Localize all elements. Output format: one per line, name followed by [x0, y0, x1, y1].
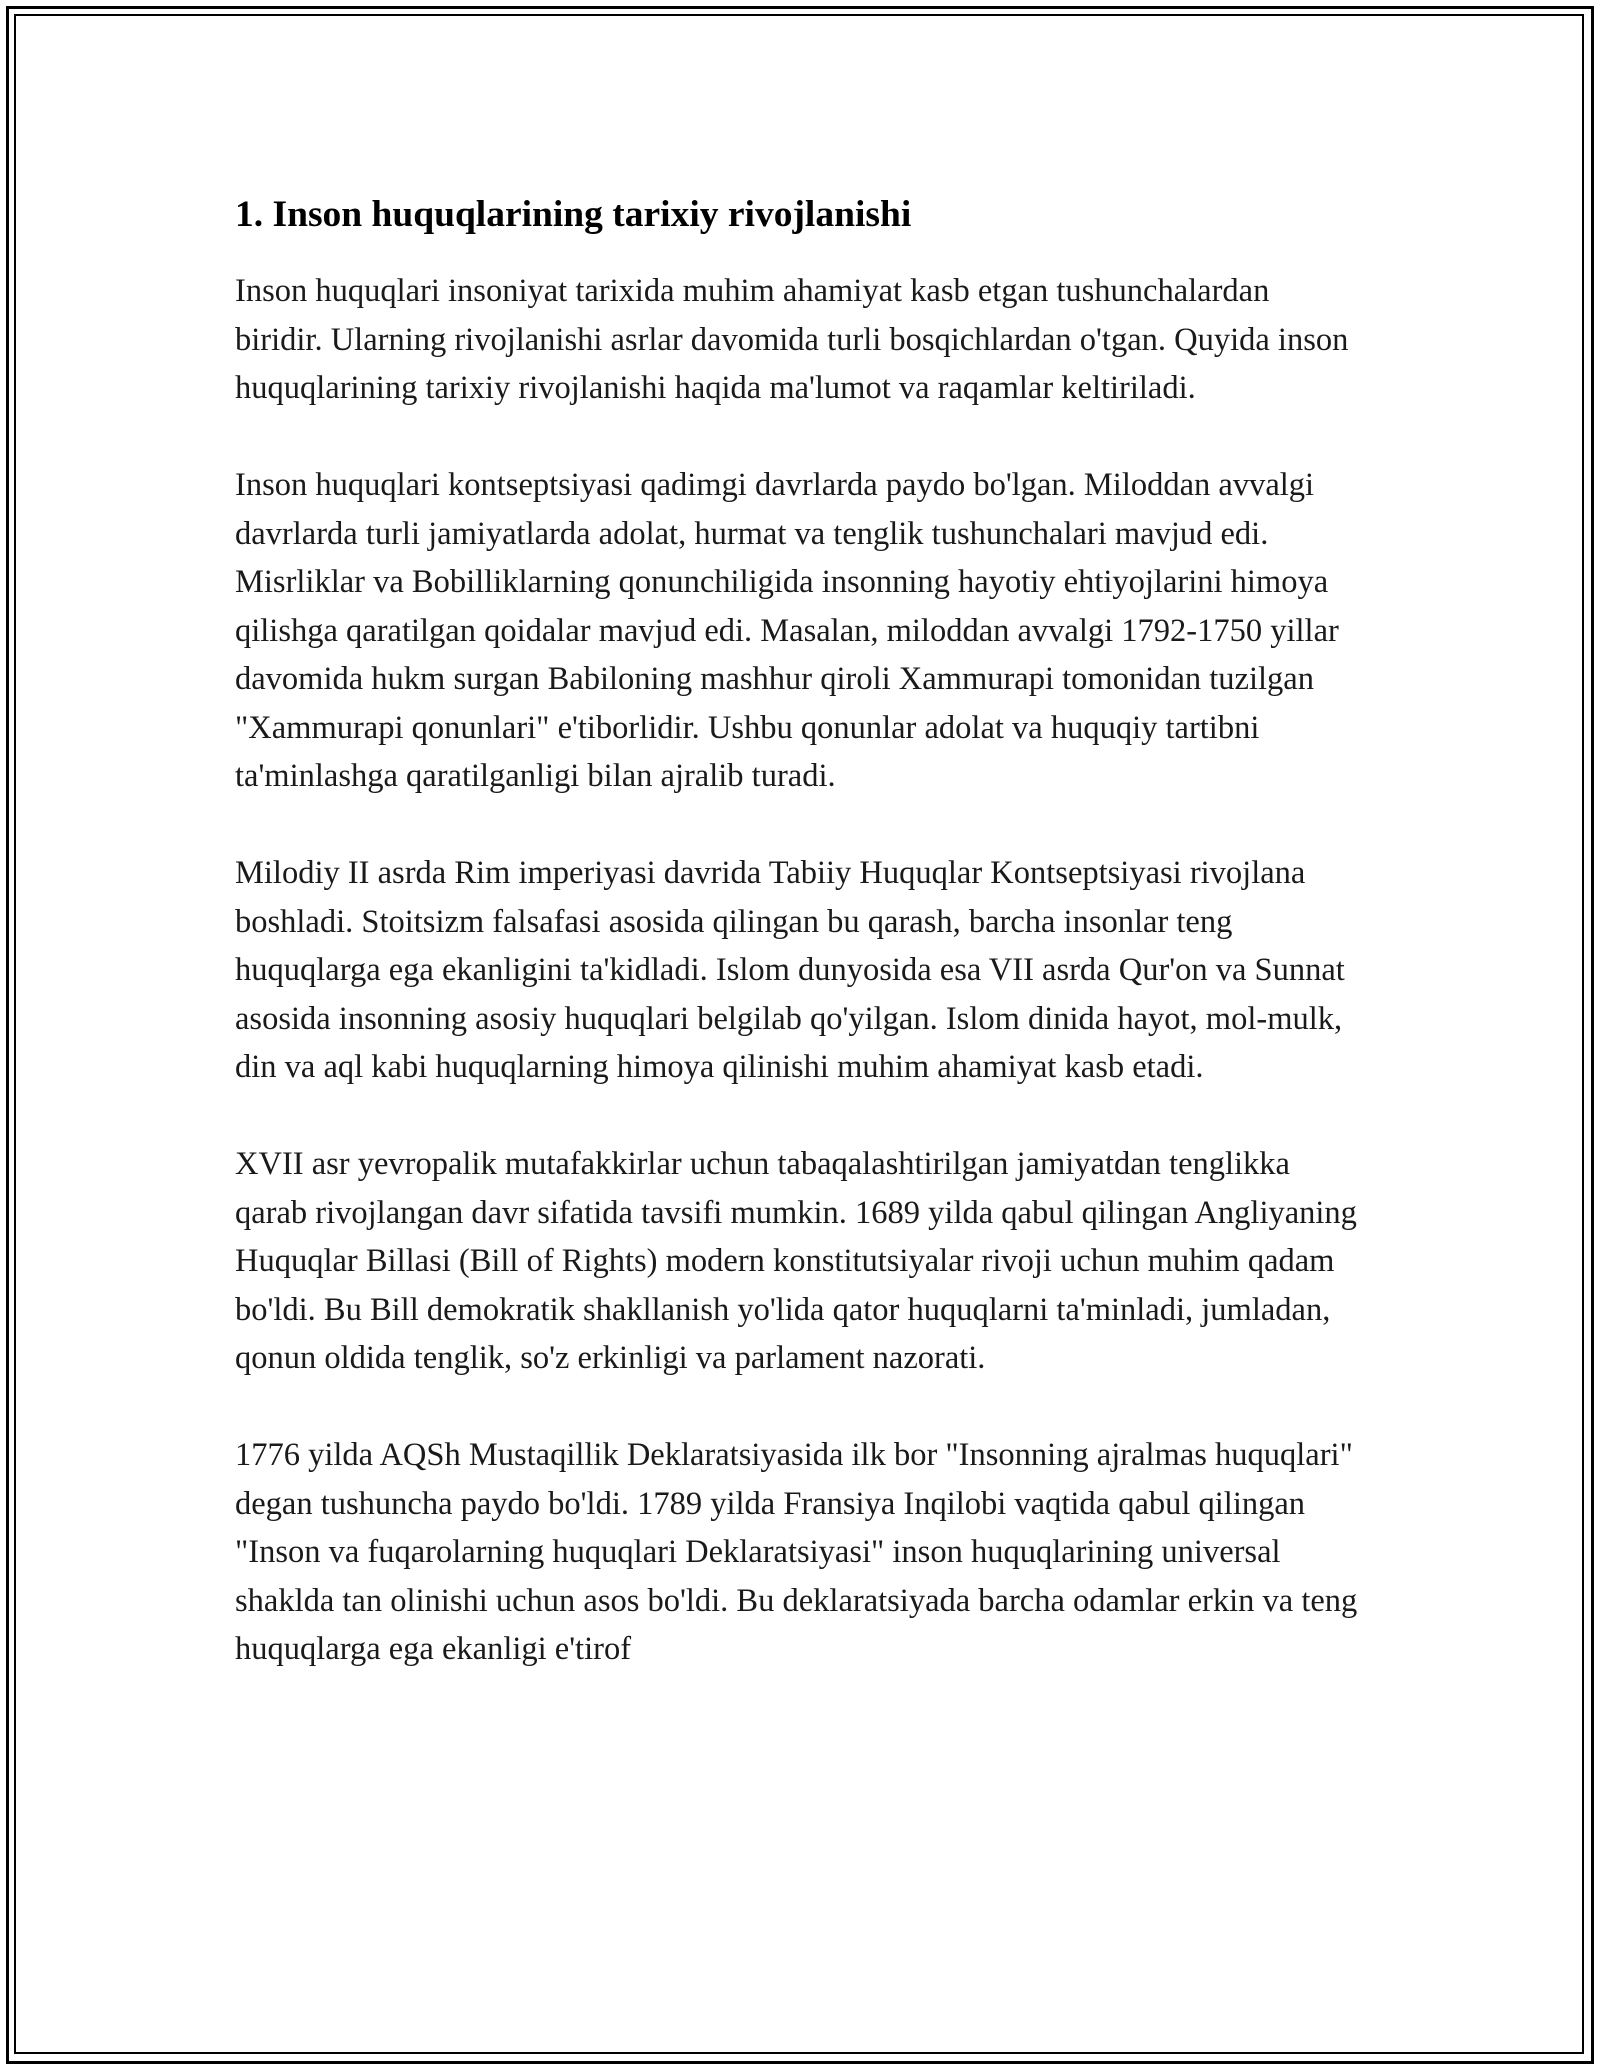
paragraph-intro: Inson huquqlari insoniyat tarixida muhim ahamiyat kasb etgan tushunchalardan biridir. Ularning rivojlanishi asrlar davomida turli bosqichlardan o'tgan. Quyida inson huquqlarining tarixiy rivojlanishi haqida ma'lumot va raqamlar keltiriladi. — [235, 273, 1349, 406]
paragraph-declarations: 1776 yilda AQSh Mustaqillik Deklaratsiyasida ilk bor "Insonning ajralmas huquqlari" degan tushuncha paydo bo'ldi. 1789 yilda Fransiya Inqilobi vaqtida qabul qilingan "Inson va fuqarolarning huquqlari Deklaratsiyasi" inson huquqlarining universal shaklda tan olinishi uchun asos bo'ldi. Bu deklaratsiyada barcha odamlar erkin va teng huquqlarga ega ekanligi e'tirof — [235, 1437, 1358, 1667]
document-body — [235, 185, 1365, 1674]
paragraph-ancient-times: Inson huquqlari kontseptsiyasi qadimgi davrlarda paydo bo'lgan. Miloddan avvalgi davrlarda turli jamiyatlarda adolat, hurmat va tenglik tushunchalari mavjud edi. Misrliklar va Bobilliklarning qonunchiligida insonning hayotiy ehtiyojlarini himoya qilishga qaratilgan qoidalar mavjud edi. Masalan, miloddan avvalgi 1792-1750 yillar davomida hukm surgan Babiloning mashhur qiroli Xammurapi tomonidan tuzilgan "Xammurapi qonunlari" e'tiborlidir. Ushbu qonunlar adolat va huquqiy tartibni ta'minlashga qaratilganligi bilan ajralib turadi. — [235, 467, 1339, 794]
section-heading: 1. Inson huquqlarining tarixiy rivojlanishi — [235, 194, 912, 235]
paragraph-rome-islam: Milodiy II asrda Rim imperiyasi davrida Tabiiy Huquqlar Kontseptsiyasi rivojlana boshladi. Stoitsizm falsafasi asosida qilingan bu qarash, barcha insonlar teng huquqlarga ega ekanligini ta'kidladi. Islom dunyosida esa VII asrda Qur'on va Sunnat asosida insonning asosiy huquqlari belgilab qo'yilgan. Islom dinida hayot, mol-mulk, din va aql kabi huquqlarning himoya qilinishi muhim ahamiyat kasb etadi. — [235, 855, 1345, 1085]
paragraph-xvii-century: XVII asr yevropalik mutafakkirlar uchun tabaqalashtirilgan jamiyatdan tenglikka qarab rivojlangan davr sifatida tavsifi mumkin. 1689 yilda qabul qilingan Angliyaning Huquqlar Billasi (Bill of Rights) modern konstitutsiyalar rivoji uchun muhim qadam bo'ldi. Bu Bill demokratik shakllanish yo'lida qator huquqlarni ta'minladi, jumladan, qonun oldida tenglik, so'z erkinligi va parlament nazorati. — [235, 1146, 1357, 1376]
